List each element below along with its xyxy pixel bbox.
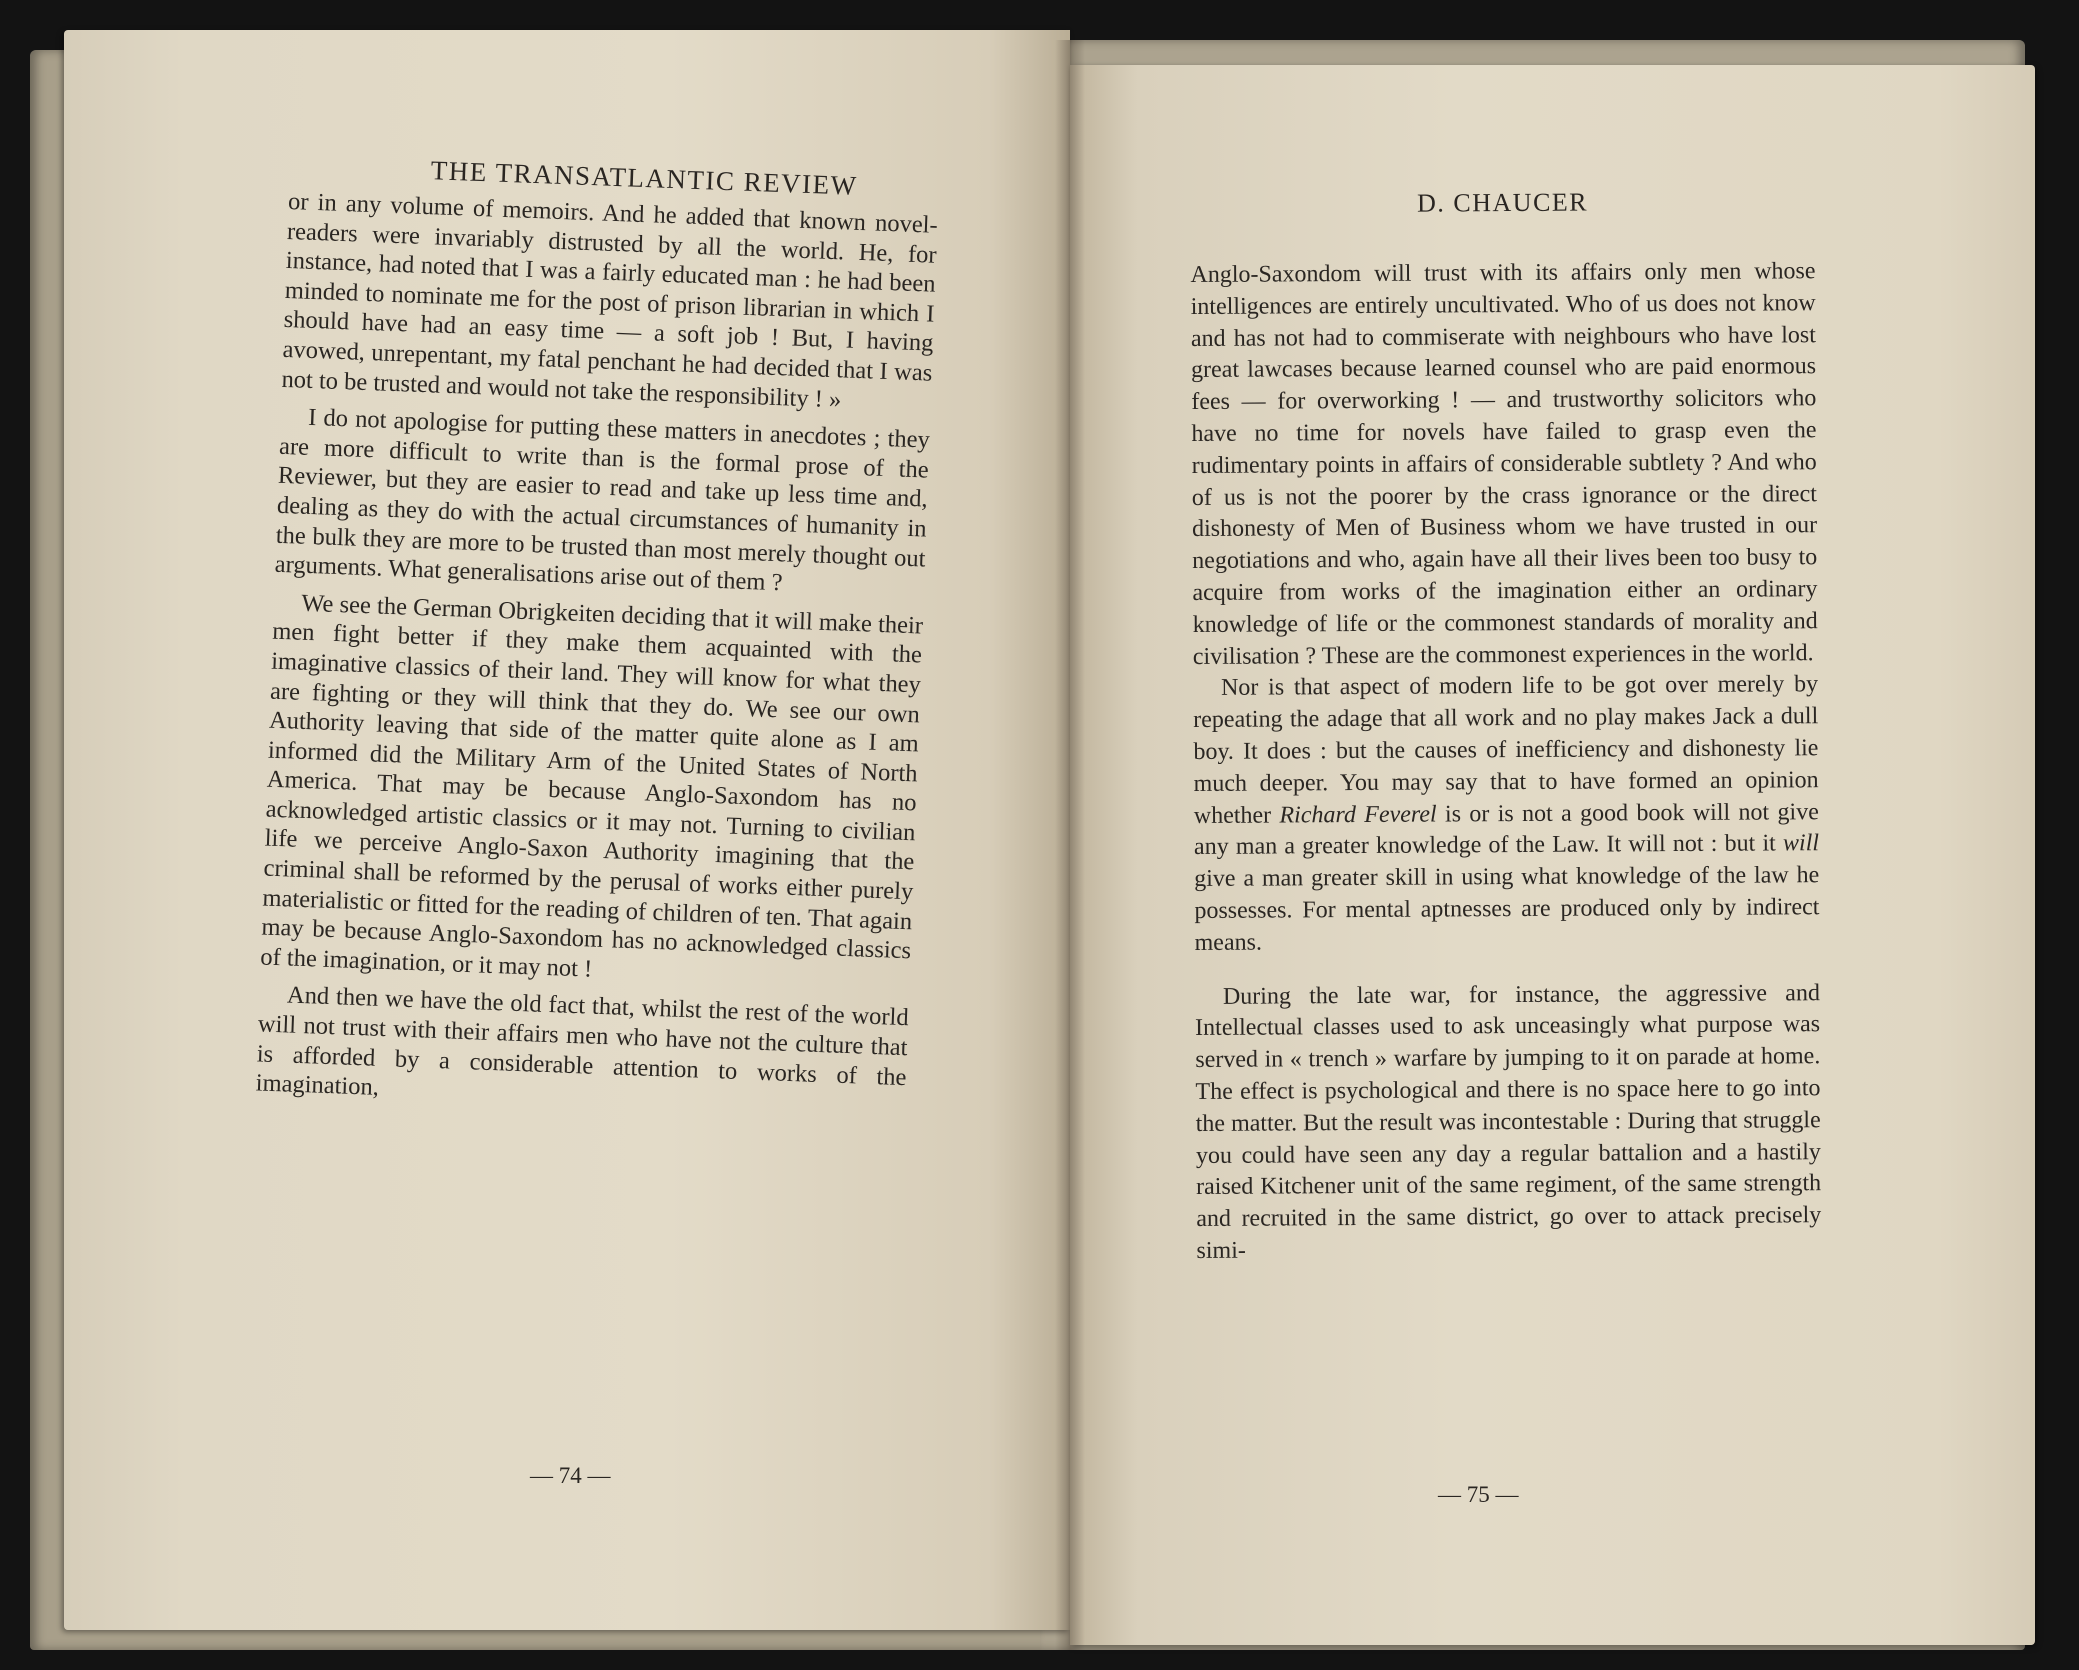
right-paragraph-3: During the late war, for instance, the aggressive and Intellectual classes used to ask unceasingly what purpose was served in « trench » warfare by jumping to it on parade at home. The effect is psychological and there is no space here to go into the matter. But the result was incontestable : During that struggle you could have seen any day a regular battalion and a hastily raised Kitchener unit of the same regiment, of the same strength and recruited in the same district, go over to attack precisely simi-	[1195, 979, 1822, 1264]
left-paragraph-4: And then we have the old fact that, whilst the rest of the world will not trust with their affairs men who have not the culture that is afforded by a considerable attention to works of the imagination,	[255, 981, 910, 1102]
right-page-number: — 75 —	[1438, 1482, 1519, 1507]
right-running-head: D. CHAUCER	[1416, 187, 1589, 218]
left-page-number: — 74 —	[530, 1463, 611, 1488]
left-body-text	[255, 187, 938, 1122]
book-title-richard-feverel: Richard Feverel	[1279, 801, 1437, 829]
right-paragraph-2-part-c: give a man greater skill in using what knowledge of the law he possesses. For mental aptnesses are produced only by indirect means.	[1194, 862, 1820, 956]
left-page-text-block	[255, 150, 940, 1130]
book-gutter	[1055, 40, 1085, 1650]
right-paragraph-2-part-a: Nor is that aspect of modern life to be got over merely by repeating the adage that all work and no play makes Jack a dull boy. It does : but the causes of inefficiency and dishonesty lie much deeper. You may say that to have formed an opinion whether	[1193, 671, 1819, 829]
left-paragraph-3: We see the German Obrigkeiten deciding that it will make their men fight better if they make them acquainted with the imaginative classics of their land. They will know for what they are fighting or they will think that they do. We see our own Authority leaving that side of the matter quite alone as I am informed did the Military Arm of the United States of North America. That may be because Anglo-Saxondom has no acknowledged artistic classics or it may not. Turning to civilian life we perceive Anglo-Saxon Authority imagining that the criminal shall be reformed by the perusal of works either purely materialistic or fitted for the reading of children of ten. That again may be because Anglo-Saxondom has no acknowledged classics of the imagination, or it may not !	[259, 589, 924, 983]
left-paragraph-2: I do not apologise for putting these matters in anecdotes ; they are more difficult to write than is the formal prose of the Reviewer, but they are easier to read and take up less time and, dealing as they do with the actual circumstances of humanity in the bulk they are more to be trusted than most merely thought out arguments. What generalisations arise out of them ?	[274, 404, 931, 597]
right-body-text	[1190, 256, 1821, 1268]
left-running-head: THE TRANSATLANTIC REVIEW	[430, 155, 859, 201]
right-page-text-block	[1190, 186, 1822, 1268]
left-paragraph-1: or in any volume of memoirs. And he added that known novel-readers were invariably distrusted by all the world. He, for instance, had noted that I was a fairly educated man : he had been minded to nominate me for the post of prison librarian in which I should have had an easy time — a soft job ! But, I having avowed, unrepentant, my fatal penchant he had decided that I was not to be trusted and would not take the responsibility ! »	[281, 187, 939, 413]
right-paragraph-1: Anglo-Saxondom will trust with its affairs only men whose intelligences are entirely uncultivated. Who of us does not know and has not had to commiserate with neighbours who have lost great lawcases because learned counsel who are paid enormous fees — for overworking ! — and trustworthy solicitors who have no time for novels have failed to grasp even the rudimentary points in affairs of considerable subtlety ? And who of us is not the poorer by the crass ignorance or the direct dishonesty of Men of Business whom we have trusted in our negotiations and who, again have all their lives been too busy to acquire from works of the imagination either an ordinary knowledge of life or the commonest standards of morality and civilisation ? These are the commonest experiences in the world.	[1190, 258, 1818, 670]
right-paragraph-2	[1193, 670, 1820, 960]
emphasis-will: will	[1782, 830, 1820, 857]
right-paragraph-2-part-b: is or is not a good book will not give any man a greater knowledge of the Law. It will not : but it	[1193, 798, 1819, 861]
